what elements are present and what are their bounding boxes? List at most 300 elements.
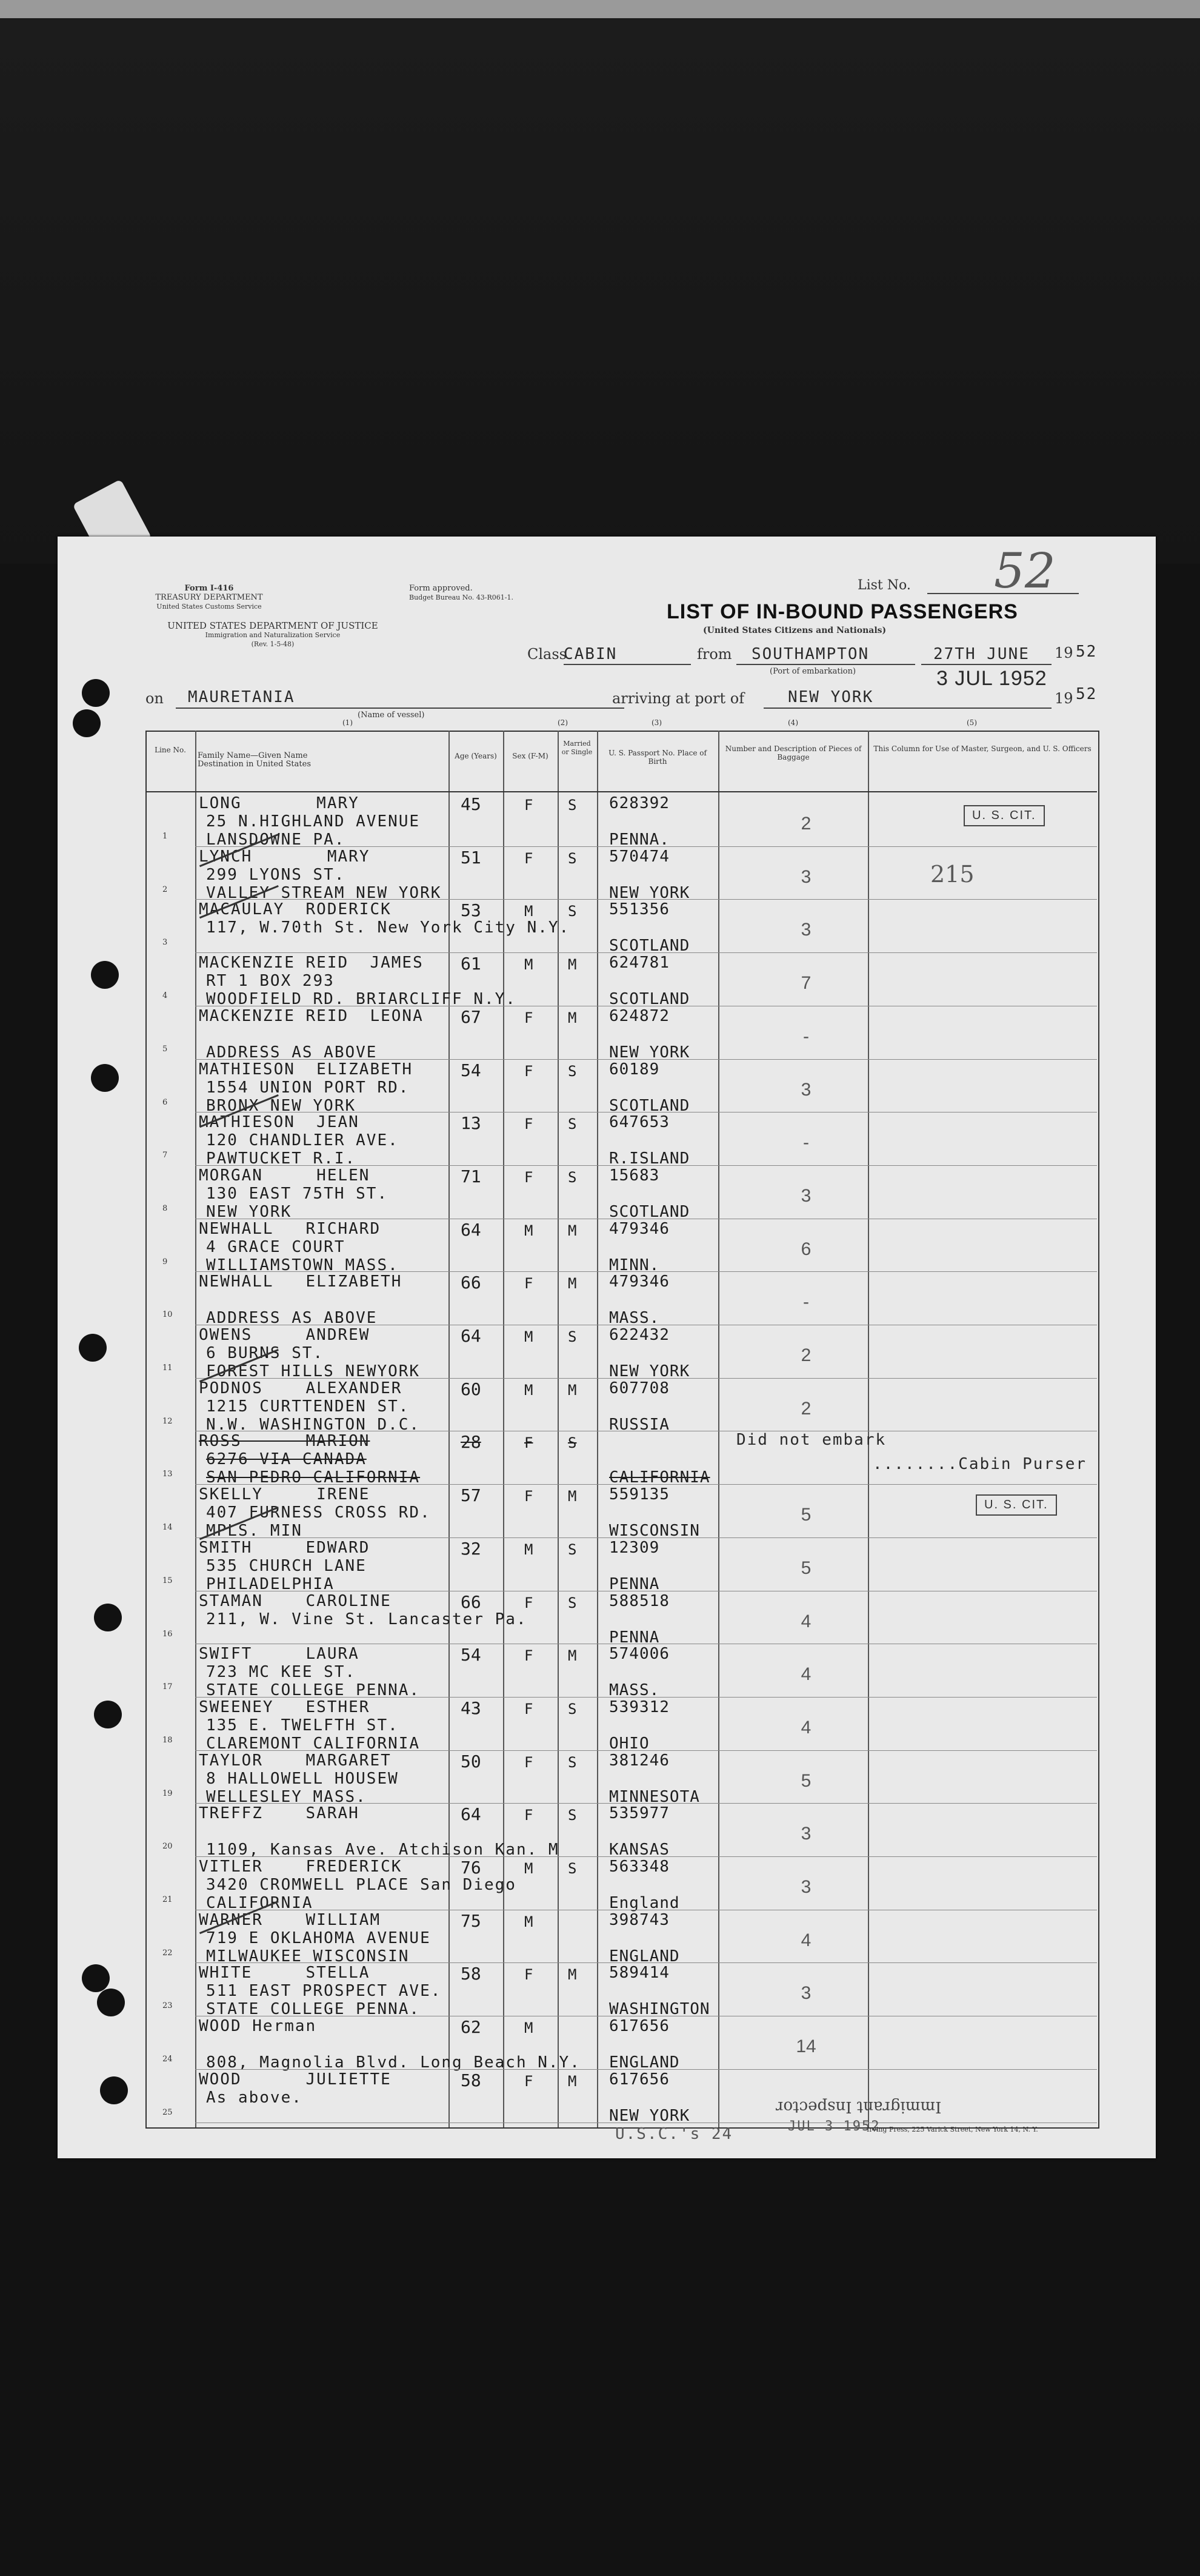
age: 43 [461,1698,481,1718]
place-of-birth: SCOTLAND [609,1096,690,1115]
baggage-count: - [803,1026,809,1046]
line-number: 17 [162,1682,173,1692]
passport-number: 559135 [609,1485,670,1504]
baggage-count: 3 [801,1877,812,1897]
table-row [145,954,1097,1007]
passport-number: 398743 [609,1910,670,1929]
header-officers: This Column for Use of Master, Surgeon, and U. S. Officers [873,744,1092,753]
marital-status: S [568,1328,577,1345]
line-number: 2 [162,885,168,894]
passport-number: 622432 [609,1326,670,1344]
passport-number: 589414 [609,1964,670,1982]
marital-status: S [568,1700,577,1718]
address-line-2: WOODFIELD RD. BRIARCLIFF N.Y. [206,990,516,1009]
row-divider [195,1537,1097,1538]
baggage-count: 2 [801,1398,812,1419]
passenger-name: STAMAN CAROLINE [199,1591,392,1610]
header-line-no: Line No. [155,746,186,754]
passport-number: 15683 [609,1166,660,1185]
class-value: CABIN [564,645,618,663]
address-line-2: N.W. WASHINGTON D.C. [206,1415,421,1434]
class-line [564,664,691,665]
justice-dept: UNITED STATES DEPARTMENT OF JUSTICE [167,620,378,631]
passenger-name: TREFFZ SARAH [199,1804,359,1823]
baggage-count: 3 [801,1983,812,2004]
table-row [145,1858,1097,1911]
row-divider [195,952,1097,953]
passport-number: 624872 [609,1006,670,1025]
baggage-count: 4 [801,1717,812,1738]
from-value: SOUTHAMPTON [752,645,870,663]
punch-hole [82,679,110,707]
sex: F [524,1807,533,1824]
age: 53 [461,900,481,921]
address-line-1: 3420 CROMWELL PLACE San Diego [206,1876,516,1894]
header-sex: Sex (F-M) [512,752,548,760]
baggage-count: - [803,1292,809,1313]
passport-number: 647653 [609,1113,670,1132]
age: 58 [461,2070,481,2090]
sex: F [524,1168,533,1186]
row-divider [195,846,1097,847]
sex: F [524,1647,533,1665]
marital-status: M [568,1966,577,1984]
marital-status: M [568,1647,577,1665]
sex: F [524,1062,533,1080]
marital-status: M [568,1275,577,1293]
sex: F [524,1434,533,1452]
place-of-birth: England [609,1894,680,1912]
table-row [145,1698,1097,1751]
line-number: 24 [162,2055,173,2064]
table-row [145,1964,1097,2017]
place-of-birth: NEW YORK [609,883,690,902]
header-age: Age (Years) [455,752,497,760]
place-of-birth: PENNA. [609,831,670,849]
address-line-2: VALLEY STREAM NEW YORK [206,883,442,902]
place-of-birth: ENGLAND [609,1947,680,1965]
punch-hole [94,1604,122,1631]
address-line-1: 8 HALLOWELL HOUSEW [206,1769,399,1788]
punch-hole [97,1989,125,2016]
sex: M [524,1328,533,1345]
age: 76 [461,1858,481,1878]
baggage-count: 7 [801,973,812,994]
passenger-name: WARNER WILLIAM [199,1910,381,1929]
scan-background [0,18,1200,564]
age: 54 [461,1060,481,1080]
treasury-dept: TREASURY DEPARTMENT [155,593,263,602]
age: 13 [461,1113,481,1134]
address-line-1: 535 CHURCH LANE [206,1556,367,1575]
marital-status: S [568,903,577,920]
row-divider [195,2069,1097,2070]
year-prefix: 19 [1055,644,1073,661]
line-number: 7 [162,1151,168,1160]
passport-number: 12309 [609,1538,660,1557]
list-no-handwritten: 52 [994,543,1056,599]
address-line-1: 135 E. TWELFTH ST. [206,1716,399,1735]
table-row [145,1539,1097,1592]
address-line-2: PHILADELPHIA [206,1574,335,1593]
marital-status: S [568,1541,577,1558]
passenger-name: OWENS ANDREW [199,1326,370,1344]
sex: F [524,1966,533,1984]
table-row [145,1060,1097,1114]
marital-status: S [568,1860,577,1877]
address-line-1: 117, W.70th St. New York City N.Y. [206,918,570,937]
age: 32 [461,1538,481,1559]
age: 51 [461,847,481,868]
sex: M [524,1541,533,1558]
passenger-name: MACAULAY RODERICK [199,900,392,919]
sex: F [524,849,533,867]
baggage-count: 5 [801,1770,812,1791]
age: 60 [461,1379,481,1399]
table-row [145,1485,1097,1539]
header-passport: U. S. Passport No. Place of Birth [608,749,707,766]
scan-border-top [0,0,1200,18]
table-row [145,1751,1097,1805]
passport-number: 617656 [609,2070,670,2089]
place-of-birth: NEW YORK [609,1362,690,1380]
address-line-2: FOREST HILLS NEWYORK [206,1362,421,1380]
punch-hole [100,2076,128,2104]
passport-number: 570474 [609,847,670,866]
address-line-1: 723 MC KEE ST. [206,1663,356,1682]
table-row [145,1007,1097,1060]
age: 62 [461,2017,481,2038]
form-approved: Form approved. [409,584,473,593]
baggage-count: 2 [801,1345,812,1365]
row-divider [195,1856,1097,1857]
passenger-name: NEWHALL RICHARD [199,1219,381,1238]
table-row [145,1220,1097,1273]
table-row [145,900,1097,954]
table-row [145,794,1097,848]
age: 71 [461,1166,481,1186]
line-number: 3 [162,938,168,948]
address-line-1: 6 BURNS ST. [206,1344,324,1362]
sex: M [524,903,533,920]
address-line-1: 130 EAST 75TH ST. [206,1184,388,1203]
punch-hole [94,1701,122,1728]
us-cit-stamp: U. S. CIT. [976,1494,1057,1516]
line-number: 1 [162,832,168,841]
age: 50 [461,1751,481,1771]
place-of-birth: NEW YORK [609,1043,690,1062]
marital-status: M [568,1222,577,1239]
col-num-2: (2) [558,718,568,727]
baggage-count: 3 [801,920,812,940]
table-row [145,1326,1097,1379]
col-num-3: (3) [652,718,662,727]
place-of-birth: CALIFORNIA [609,1468,710,1487]
table-row [145,1113,1097,1166]
baggage-count: 5 [801,1557,812,1578]
baggage-count: 5 [801,1505,812,1525]
form-id-block [139,584,279,611]
place-of-birth: MINNESOTA [609,1787,700,1806]
passenger-name: WOOD Herman [199,2017,317,2036]
baggage-count: 4 [801,1930,812,1950]
punch-hole [79,1334,107,1362]
place-of-birth: ENGLAND [609,2053,680,2072]
passenger-name: SKELLY IRENE [199,1485,370,1504]
table-row [145,1166,1097,1220]
header-divider [145,791,1097,792]
age: 45 [461,794,481,814]
immigration-service: Immigration and Naturalization Service [205,631,341,639]
line-number: 4 [162,991,168,1001]
address-line-2: STATE COLLEGE PENNA. [206,1681,421,1700]
form-number: Form I-416 [184,584,234,593]
line-number: 23 [162,2001,173,2011]
did-not-embark-note: Did not embark [736,1431,887,1449]
header-married: Married or Single [561,740,593,756]
marital-status: M [568,1488,577,1505]
address-line-2: LANSDOWNE PA. [206,831,345,849]
col-num-5: (5) [967,718,977,727]
arrival-year: 52 [1076,685,1098,703]
us-cit-stamp: U. S. CIT. [964,805,1045,826]
passport-number: 60189 [609,1060,660,1079]
marital-status: M [568,1009,577,1026]
from-line [736,664,915,665]
justice-block [139,621,406,649]
age: 66 [461,1591,481,1612]
table-row [145,1592,1097,1645]
row-divider [195,1803,1097,1804]
marital-status: S [568,1434,577,1452]
col-num-1: (1) [342,718,353,727]
passport-number: 381246 [609,1751,670,1770]
passenger-name: SMITH EDWARD [199,1538,370,1557]
address-line-2: PAWTUCKET R.I. [206,1149,356,1168]
printer-imprint: Irving Press, 225 Varick Street, New York 14, N. Y. [867,2126,1038,2133]
marital-status: S [568,1594,577,1611]
line-number: 21 [162,1895,173,1904]
address-line-2: WELLESLEY MASS. [206,1787,367,1806]
passenger-name: MATHIESON ELIZABETH [199,1060,413,1079]
marital-status: S [568,849,577,867]
passenger-name: LONG MARY [199,794,359,812]
place-of-birth: SCOTLAND [609,990,690,1009]
officer-note: 215 [930,861,975,888]
address-line-1: 25 N.HIGHLAND AVENUE [206,812,421,831]
address-line-1: 6276 VIA CANADA [206,1450,367,1469]
age: 64 [461,1326,481,1346]
baggage-count: 2 [801,814,812,834]
place-of-birth: WASHINGTON [609,2000,710,2019]
age: 75 [461,1910,481,1931]
footer-date: JUL 3 1952 [788,2119,881,2134]
baggage-count: 6 [801,1239,812,1259]
passport-number: 479346 [609,1219,670,1238]
passport-number: 563348 [609,1858,670,1876]
passenger-name: MACKENZIE REID LEONA [199,1006,424,1025]
address-line-1: 120 CHANDLIER AVE. [206,1131,399,1150]
vessel-caption: (Name of vessel) [358,711,425,720]
passenger-name: WHITE STELLA [199,1964,370,1982]
passport-number: 624781 [609,954,670,972]
page-subtitle: (United States Citizens and Nationals) [703,626,887,635]
address-line-1: RT 1 BOX 293 [206,972,335,991]
line-number: 13 [162,1470,173,1479]
address-line-2: WILLIAMSTOWN MASS. [206,1256,399,1274]
passport-number: 479346 [609,1273,670,1291]
arrival-date-stamp: 3 JUL 1952 [936,667,1047,690]
row-divider [195,1750,1097,1751]
address-line-2: STATE COLLEGE PENNA. [206,2000,421,2019]
line-number: 19 [162,1788,173,1798]
age: 28 [461,1432,481,1453]
from-label: from [697,646,732,663]
year-value: 52 [1076,643,1098,661]
sex: M [524,1381,533,1399]
baggage-count: 3 [801,1079,812,1100]
marital-status: S [568,797,577,814]
place-of-birth: KANSAS [609,1841,670,1859]
form-revision: (Rev. 1-5-48) [251,640,295,648]
place-of-birth: MINN. [609,1256,660,1274]
age: 67 [461,1006,481,1027]
row-divider [195,1484,1097,1485]
embark-date: 27TH JUNE [933,645,1030,663]
age: 58 [461,1964,481,1984]
address-line-1: 4 GRACE COURT [206,1237,345,1256]
passport-number: 588518 [609,1591,670,1610]
passenger-name: SWEENEY ESTHER [199,1698,370,1716]
line-number: 15 [162,1576,173,1585]
line-number: 12 [162,1416,173,1426]
punch-hole [91,1064,119,1092]
header-name: Family Name—Given Name Destination in United States [198,751,311,769]
line-number: 9 [162,1257,168,1266]
table-row [145,1273,1097,1326]
row-divider [195,1378,1097,1379]
address-line-2: ADDRESS AS ABOVE [206,1309,378,1328]
passenger-name: MORGAN HELEN [199,1166,370,1185]
list-no-label: List No. [858,578,911,593]
marital-status: S [568,1168,577,1186]
vessel-line [176,708,624,709]
line-number: 22 [162,1948,173,1958]
place-of-birth: PENNA [609,1574,660,1593]
table-row [145,1379,1097,1433]
address-line-1: 511 EAST PROSPECT AVE. [206,1982,442,2001]
usc-total: U.S.C.'s 24 [615,2125,733,2143]
address-line-2: CLAREMONT CALIFORNIA [206,1734,421,1753]
sex: F [524,797,533,814]
customs-service: United States Customs Service [156,603,262,611]
approval-block [409,584,548,602]
baggage-count: - [803,1132,809,1153]
sex: M [524,1222,533,1239]
arrival-port-line [764,708,1052,709]
sex: F [524,1753,533,1771]
passport-number: 617656 [609,2017,670,2036]
inspector-stamp: Immigrant Inspector [776,2098,942,2116]
sex: M [524,2019,533,2037]
sex: M [524,956,533,974]
passport-number: 551356 [609,900,670,919]
sex: F [524,1275,533,1293]
marital-status: M [568,2072,577,2090]
address-line-1: 1554 UNION PORT RD. [206,1078,410,1097]
punch-hole [73,709,101,737]
place-of-birth: SCOTLAND [609,1202,690,1221]
address-line-1: 299 LYONS ST. [206,865,345,884]
marital-status: S [568,1807,577,1824]
place-of-birth: MASS. [609,1309,660,1328]
age: 64 [461,1804,481,1825]
place-of-birth: NEW YORK [609,2106,690,2125]
passport-number: 539312 [609,1698,670,1716]
arriving-label: arriving at port of [612,690,745,707]
marital-status: M [568,1381,577,1399]
row-divider [195,1271,1097,1272]
line-number: 5 [162,1044,168,1054]
passenger-name: VITLER FREDERICK [199,1858,402,1876]
line-number: 11 [162,1363,173,1373]
passenger-name: TAYLOR MARGARET [199,1751,392,1770]
baggage-count: 3 [801,1824,812,1844]
passenger-name: MATHIESON JEAN [199,1113,359,1132]
address-line-2: 1109, Kansas Ave. Atchison Kan. M [206,1841,559,1859]
line-number: 6 [162,1097,168,1107]
table-row [145,2017,1097,2070]
page-title: LIST OF IN-BOUND PASSENGERS [667,600,1018,623]
place-of-birth: RUSSIA [609,1415,670,1434]
place-of-birth: WISCONSIN [609,1522,700,1541]
address-line-2: NEW YORK [206,1202,292,1221]
line-number: 20 [162,1842,173,1852]
marital-status: S [568,1062,577,1080]
table-row [145,1804,1097,1858]
arrival-port: NEW YORK [788,688,874,706]
baggage-count: 4 [801,1611,812,1631]
line-number: 8 [162,1203,168,1213]
address-line-1: 407 FURNESS CROSS RD. [206,1504,431,1522]
address-line-2: 808, Magnolia Blvd. Long Beach N.Y. [206,2053,581,2072]
address-line-1: As above. [206,2088,302,2107]
table-row [145,1911,1097,1964]
class-label: Class [527,646,567,663]
line-number: 10 [162,1310,173,1320]
passenger-name: LYNCH MARY [199,847,370,866]
port-embark-caption: (Port of embarkation) [770,667,856,676]
punch-hole [91,961,119,989]
baggage-count: 4 [801,1664,812,1685]
row-divider [195,1165,1097,1166]
address-line-2: BRONX NEW YORK [206,1096,356,1115]
punch-hole [82,1964,110,1992]
passenger-name: NEWHALL ELIZABETH [199,1273,402,1291]
sex: F [524,1488,533,1505]
row-divider [195,1697,1097,1698]
address-line-2: CALIFORNIA [206,1894,313,1912]
sex: F [524,1009,533,1026]
table-row [145,2070,1097,2124]
marital-status: S [568,1753,577,1771]
marital-status: S [568,1116,577,1133]
sex: F [524,2072,533,2090]
passenger-name: SWIFT LAURA [199,1645,359,1664]
passenger-name: WOOD JULIETTE [199,2070,392,2089]
age: 54 [461,1645,481,1665]
budget-bureau: Budget Bureau No. 43-R061-1. [409,594,514,601]
